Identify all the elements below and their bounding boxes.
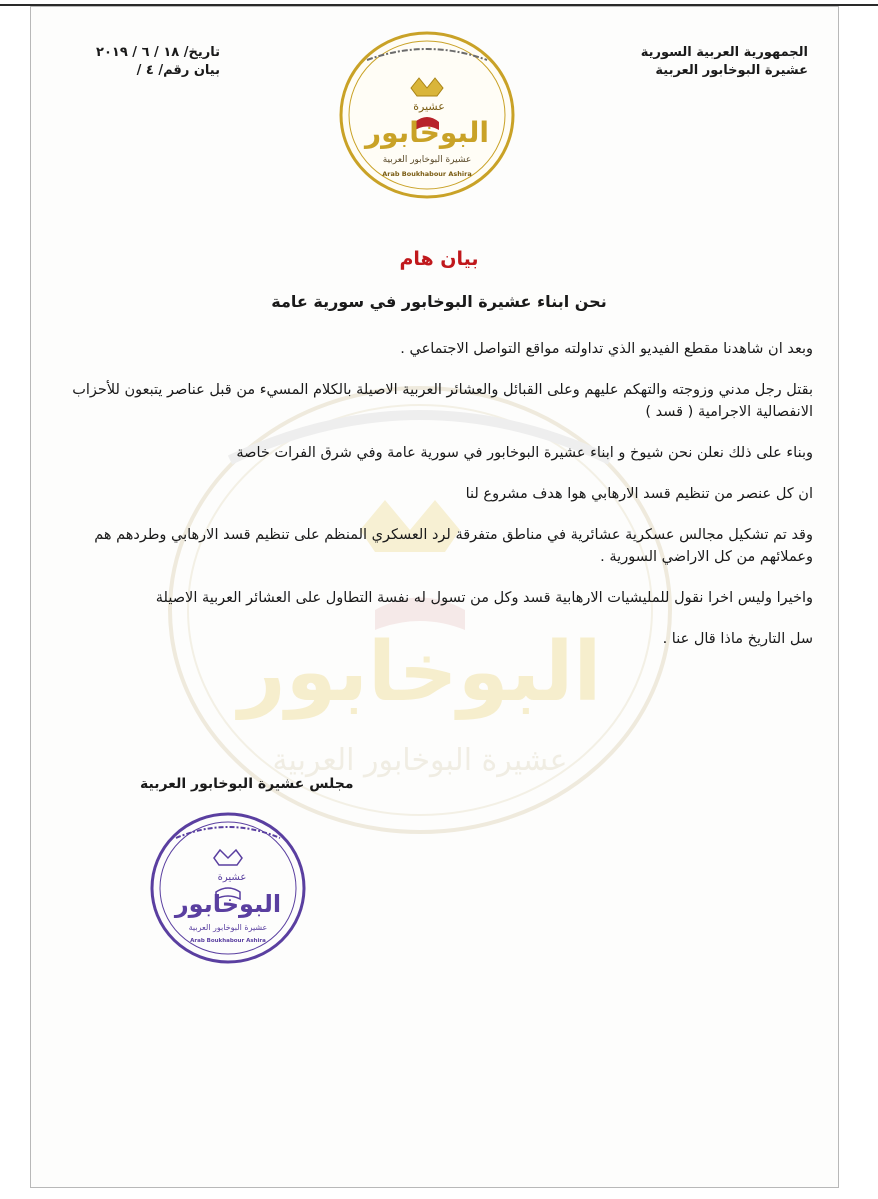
svg-text:البوخابور: البوخابور	[238, 625, 602, 720]
tribe-logo	[337, 30, 517, 200]
statement-subtitle: نحن ابناء عشيرة البوخابور في سورية عامة	[271, 292, 607, 311]
paragraph: وبعد ان شاهدنا مقطع الفيديو الذي تداولته مواقع التواصل الاجتماعي .	[400, 341, 813, 357]
svg-text:البوخابور: البوخابور	[174, 890, 282, 918]
statement-body	[63, 338, 813, 669]
header-right-block	[641, 44, 808, 80]
logo-small-word: عشيرة	[413, 100, 445, 113]
official-stamp	[148, 808, 308, 968]
country-name: الجمهورية العربية السورية	[640, 45, 808, 60]
date-line: تاريخ/ ١٨ / ٦ / ٢٠١٩	[96, 45, 220, 60]
signature-council: مجلس عشيرة البوخابور العربية	[140, 776, 354, 792]
logo-subtitle: عشيرة البوخابور العربية	[382, 155, 472, 165]
svg-text:Arab Boukhabour Ashira: Arab Boukhabour Ashira	[190, 938, 266, 944]
paragraph: ان كل عنصر من تنظيم قسد الارهابي هوا هدف مشروع لنا	[465, 486, 813, 502]
logo-title: البوخابور	[365, 116, 489, 149]
paragraph: وقد تم تشكيل مجالس عسكرية عشائرية في مناطق متفرقة لرد العسكري المنظم على تنظيم قسد الارهابي وطردهم هم وعملائهم من كل الاراضي السورية .	[94, 527, 813, 565]
paragraph: وبناء على ذلك نعلن نحن شيوخ و ابناء عشيرة البوخابور في سورية عامة وفي شرق الفرات خاصة	[236, 445, 813, 461]
svg-text:عشيرة: عشيرة	[217, 872, 247, 883]
header-left-block	[60, 44, 220, 80]
svg-text:عشيرة البوخابور العربية: عشيرة البوخابور العربية	[272, 743, 568, 778]
svg-text:عشيرة البوخابور العربية: عشيرة البوخابور العربية	[188, 923, 268, 932]
statement-number: بيان رقم/ ٤ /	[136, 63, 220, 78]
logo-english: Arab Boukhabour Ashira	[382, 170, 472, 178]
tribe-name: عشيرة البوخابور العربية	[655, 63, 808, 78]
paragraph: واخيرا وليس اخرا نقول للمليشيات الارهابية قسد وكل من تسول له نفسة التطاول على العشائر العربية الاصيلة	[155, 590, 813, 606]
paragraph: سل التاريخ ماذا قال عنا .	[662, 631, 813, 647]
paragraph: بقتل رجل مدني وزوجته والتهكم عليهم وعلى القبائل والعشائر العربية الاصيلة بالكلام المسيء من قبل عناصر يتبعون للأحزاب الانفصالية الاجرامية ( قسد )	[72, 382, 813, 420]
statement-title: بيان هام	[399, 248, 479, 270]
